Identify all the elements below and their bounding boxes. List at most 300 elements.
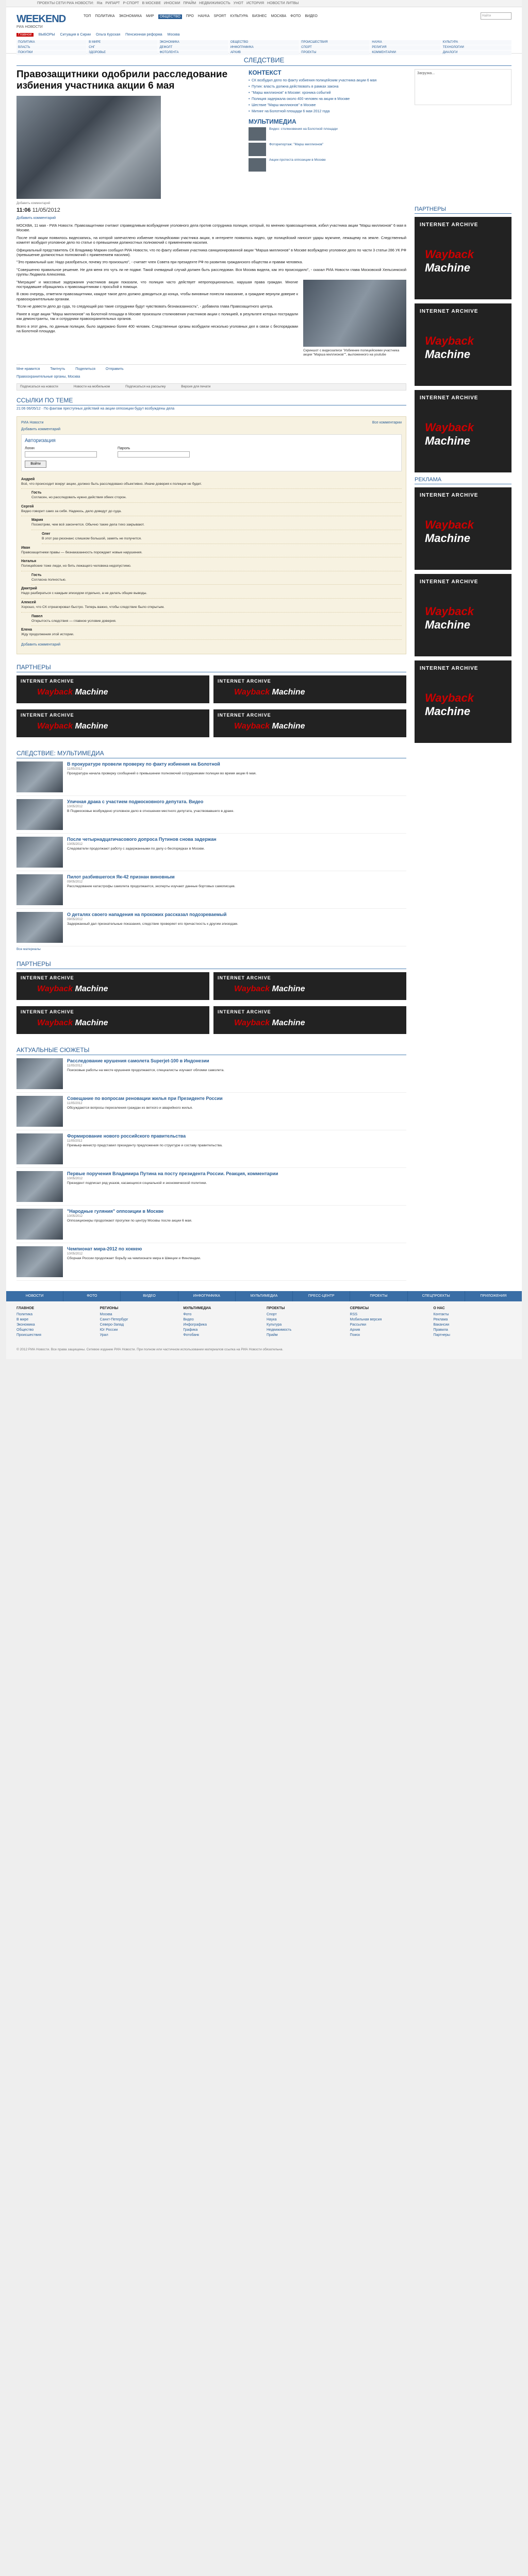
feed-title[interactable]: Уличная драка с участием подмосковного депутата. Видео: [67, 799, 204, 804]
footer-link[interactable]: Правила: [433, 1328, 448, 1332]
comment-author[interactable]: [21, 478, 402, 481]
article-paragraph: "Миграция" и массовые задержания участников акции показали, что полиция часто действует непропорционально, нарушая права граждан. Многие пострадавшие обращались к правозащитникам с просьбой о помощи.: [16, 279, 298, 290]
footer-column-links: [183, 1312, 261, 1338]
nav-item[interactable]: ЭКОНОМИКА: [119, 14, 142, 18]
feed-thumbnail[interactable]: [16, 1133, 63, 1164]
footer-link[interactable]: Вакансии: [433, 1323, 450, 1327]
article-tags[interactable]: Правоохранительные органы, Москва: [16, 375, 80, 379]
banner-archive-label: INTERNET ARCHIVE: [21, 975, 74, 980]
subcategory-link[interactable]: ПОЛИТИКА: [16, 40, 87, 45]
footer-link[interactable]: Фотобанк: [183, 1333, 200, 1337]
all-comments-link[interactable]: Все комментарии: [372, 420, 402, 425]
feed-date: 11/05/2012: [67, 767, 82, 771]
context-link[interactable]: • Полиция задержала около 400 человек на акции в Москве: [249, 97, 383, 101]
comment-text: Открытость следствия — главное условие доверия.: [31, 619, 117, 623]
footer-link[interactable]: Поиск: [350, 1333, 360, 1337]
banner-wayback-label: [37, 1019, 108, 1028]
ad-archive-label: INTERNET ARCHIVE: [420, 493, 478, 498]
comment-author-name[interactable]: Мария: [31, 518, 43, 522]
subscribe-bar: [16, 383, 406, 391]
partner-banner[interactable]: [213, 675, 406, 703]
subcategory-link[interactable]: В МИРЕ: [87, 40, 157, 45]
footer-column-heading: СЕРВИСЫ: [350, 1306, 369, 1310]
banner-archive-label: INTERNET ARCHIVE: [21, 712, 74, 718]
footer-link[interactable]: Политика: [16, 1312, 32, 1316]
copyright: © 2012 РИА Новости. Все права защищены. Сетевое издание РИА Новости. При полном или частичном использовании материалов ссылка на РИА Новости обязательна.: [6, 1343, 522, 1359]
network-link[interactable]: УНОТ: [233, 2, 244, 5]
footer-link[interactable]: Северо-Запад: [100, 1323, 124, 1327]
feed-thumbnail[interactable]: [16, 1171, 63, 1202]
subcategory-link[interactable]: ДИАЛОГИ: [441, 50, 512, 55]
comment-item: [21, 544, 402, 558]
auth-box: [21, 434, 402, 471]
multimedia-item[interactable]: [249, 143, 383, 156]
like-button[interactable]: Мне нравится: [16, 367, 40, 371]
nav-item[interactable]: ФОТО: [290, 14, 301, 18]
side-ad-banner[interactable]: [415, 574, 512, 656]
footer-link[interactable]: Партнеры: [433, 1333, 450, 1337]
search-input[interactable]: Найти: [481, 12, 512, 20]
feed-thumbnail[interactable]: [16, 761, 63, 792]
side-partners-heading: ПАРТНЕРЫ: [415, 206, 512, 214]
feed-thumbnail[interactable]: [16, 1246, 63, 1277]
footer-link[interactable]: Реклама: [433, 1317, 448, 1321]
nav-item[interactable]: ВИДЕО: [305, 14, 318, 18]
ad-wayback-label: [425, 248, 474, 275]
comment-author[interactable]: [21, 505, 402, 509]
multimedia-title: Видео: столкновения на Болотной площади: [269, 127, 338, 131]
subcategory-link[interactable]: ИНФОГРАФИКА: [229, 45, 299, 50]
banner-archive-label: INTERNET ARCHIVE: [218, 678, 271, 684]
banner-machine-word: Machine: [75, 1018, 108, 1027]
hot-topic-link[interactable]: Ситуация в Сирии: [60, 32, 91, 37]
main-nav: [84, 14, 481, 19]
comment-item: [21, 626, 402, 640]
subcategory-link[interactable]: КОММЕНТАРИИ: [370, 50, 440, 55]
side-ad-banner[interactable]: [415, 303, 512, 386]
subcategory-link[interactable]: ПОКУПКИ: [16, 50, 87, 55]
comment-text: Жду продолжения этой истории.: [21, 633, 74, 637]
footer-nav-item[interactable]: ВИДЕО: [121, 1291, 177, 1301]
footer-link[interactable]: Прайм: [267, 1333, 278, 1337]
related-links-heading: ССЫЛКИ ПО ТЕМЕ: [16, 395, 406, 405]
feed-text: Сборная России продолжает борьбу на чемпионате мира в Швеции и Финляндии.: [67, 1256, 201, 1260]
share-row: [16, 364, 406, 374]
network-link[interactable]: В МОСКВЕ: [142, 2, 161, 5]
comment-item: [31, 613, 402, 626]
tweet-button[interactable]: Твитнуть: [50, 367, 65, 371]
feed-thumbnail[interactable]: [16, 1058, 63, 1089]
side-ad-banner[interactable]: [415, 217, 512, 299]
site-header: [6, 7, 522, 54]
site-logo[interactable]: [16, 13, 73, 29]
multimedia-title: Фоторепортаж: "Марш миллионов": [269, 143, 324, 146]
comment-text: В этот раз резонанс слишком большой, замять не получится.: [42, 537, 142, 541]
feed-item[interactable]: [16, 796, 406, 834]
add-comment-link[interactable]: Добавить комментарий: [16, 216, 56, 220]
nav-item[interactable]: ПОЛИТИКА: [95, 14, 115, 18]
comment-author-name[interactable]: Елена: [21, 628, 32, 632]
comment-author-name[interactable]: Алексей: [21, 601, 36, 604]
feed-title[interactable]: Совещание по вопросам реновации жилья при Президенте России: [67, 1095, 223, 1101]
footer-nav-item[interactable]: НОВОСТИ: [6, 1291, 63, 1301]
footer-link[interactable]: Видео: [183, 1317, 194, 1321]
multimedia-thumbnail: [249, 127, 266, 141]
password-input[interactable]: [118, 451, 190, 457]
footer-link[interactable]: Спорт: [267, 1312, 277, 1316]
network-link[interactable]: ИСТОРИЯ: [246, 2, 265, 5]
feed-item[interactable]: [16, 909, 406, 946]
footer-nav-item[interactable]: ПРОЕКТЫ: [350, 1291, 407, 1301]
hot-topic-link[interactable]: Москва: [167, 32, 180, 37]
comment-text: Правозащитники правы — безнаказанность порождает новые нарушения.: [21, 550, 143, 554]
ad-archive-label: INTERNET ARCHIVE: [420, 395, 478, 401]
comment-author-name[interactable]: Наталья: [21, 560, 37, 564]
nav-item[interactable]: НАУКА: [197, 14, 210, 18]
banner-wayback-word: Wayback: [37, 687, 73, 697]
footer-column-heading: О НАС: [433, 1306, 445, 1310]
feed-text: Задержанный дал признательные показания, следствие проверяет его причастность к другим эпизодам.: [67, 922, 238, 926]
feed-thumbnail[interactable]: [16, 874, 63, 905]
feed-text: Расследование катастрофы самолета продолжается, эксперты изучают данные бортовых самописцев.: [67, 884, 236, 888]
footer-columns: [6, 1301, 522, 1343]
footer-column-links: [100, 1312, 178, 1338]
subcategory-link[interactable]: ВЛАСТЬ: [16, 45, 87, 50]
partners-row: [16, 672, 406, 706]
footer-nav-item[interactable]: ФОТО: [63, 1291, 120, 1301]
footer-nav-item[interactable]: СПЕЦПРОЕКТЫ: [408, 1291, 465, 1301]
partner-banner[interactable]: [16, 709, 209, 737]
login-input[interactable]: [25, 451, 97, 457]
partner-banner[interactable]: [16, 1006, 209, 1034]
subcategory-link[interactable]: ОБЩЕСТВО: [229, 40, 299, 45]
multimedia-item[interactable]: [249, 127, 383, 141]
comment-author[interactable]: [21, 628, 402, 632]
comment-item: [31, 571, 402, 585]
nav-item[interactable]: МОСКВА: [271, 14, 287, 18]
comment-author[interactable]: [21, 601, 402, 604]
comment-text: Надо разбираться с каждым эпизодом отдельно, а не делать общие выводы.: [21, 591, 147, 596]
feed-thumbnail[interactable]: [16, 837, 63, 868]
article-photo: [16, 96, 161, 205]
feed-title[interactable]: В прокуратуре провели проверку по факту избиения на Болотной: [67, 761, 220, 767]
subcategory-link[interactable]: ЭКОНОМИКА: [158, 40, 228, 45]
feed-thumbnail[interactable]: [16, 1209, 63, 1240]
footer-column: [267, 1307, 345, 1338]
feed-more-link[interactable]: Все материалы: [16, 947, 41, 951]
banner-wayback-word: Wayback: [234, 687, 270, 697]
banner-machine-word: Machine: [272, 1018, 305, 1027]
article-paragraph: МОСКВА, 11 мая - РИА Новости. Правозащитники считают справедливым возбуждение уголовного дела против сотрудника полиции, который, по мнению правозащитников, избил участника акции "Марш миллионов" 6 мая в Москве.: [16, 223, 406, 233]
article-paragraph: В свою очередь, отметили правозащитники, каждое такое дело должно доводиться до конца, чтобы виновные понесли наказание, а граждане вернули доверие к правоохранительным органам.: [16, 292, 298, 301]
feed-date: 09/05/2012: [67, 918, 83, 921]
subscribe-mail-link[interactable]: Подписаться на рассылку: [125, 385, 166, 389]
article-paragraph: "Совершенно правильное решение. Не для меня это чуть ли не подвиг. Такой очевидный случай должен быть расследован. Вся Москва видела, как это происходило", - сказал РИА Новости глава Московской Хельсинкской группы Людмила Алексеева.: [16, 267, 406, 277]
send-button[interactable]: Отправить: [105, 367, 124, 371]
comment-author-name[interactable]: Гость: [31, 573, 42, 577]
feed-item[interactable]: [16, 834, 406, 871]
feed-text: Прокуратура начала проверку сообщений о превышении полномочий сотрудниками полиции во время акции 6 мая.: [67, 771, 257, 775]
network-link[interactable]: ПРАЙМ: [183, 2, 196, 5]
footer-column: [100, 1307, 178, 1338]
footer-link[interactable]: Фото: [183, 1312, 192, 1316]
feed-date: 10/05/2012: [67, 842, 83, 846]
footer-column-links: [433, 1312, 512, 1338]
footer-link[interactable]: RSS: [350, 1312, 358, 1316]
subcategory-link[interactable]: НАУКА: [370, 40, 440, 45]
multimedia-item[interactable]: [249, 158, 383, 172]
topics-heading: АКТУАЛЬНЫЕ СЮЖЕТЫ: [16, 1043, 406, 1055]
comment-text: Всё, что происходит вокруг акции, должно быть расследовано объективно. Иначе доверия к полиции не будет.: [21, 482, 202, 486]
banner-wayback-label: [234, 688, 305, 697]
footer-column: [433, 1307, 512, 1338]
comment-author-name[interactable]: Дмитрий: [21, 587, 37, 591]
footer-link[interactable]: Контакты: [433, 1312, 449, 1316]
hot-topic-link[interactable]: Ольга Курская: [96, 32, 121, 37]
network-link[interactable]: РИПАРТ: [105, 2, 120, 5]
comment-author-name[interactable]: Павел: [31, 614, 43, 618]
subcategory-grid: [16, 40, 512, 53]
article-paragraph: Ранее в ходе акции "Марш миллионов" на Болотной площади в Москве произошли столкновения участников акции с полицией, в результате которых пострадали как демонстранты, так и сотрудники правоохранительных органов.: [16, 311, 298, 321]
comment-author-name[interactable]: Сергей: [21, 504, 34, 509]
partner-banner[interactable]: [213, 709, 406, 737]
feed-text: Оппозиционеры продолжают прогулки по центру Москвы после акции 6 мая.: [67, 1218, 192, 1223]
subcategory-link[interactable]: ЗДОРОВЬЕ: [87, 50, 157, 55]
ad-wayback-word: Wayback: [425, 334, 474, 347]
context-link[interactable]: • СК возбудил дело по факту избиения полицейским участника акции 6 мая: [249, 78, 383, 83]
comments-source: РИА Новости: [21, 420, 44, 425]
side-ad-banner[interactable]: [415, 660, 512, 743]
context-link[interactable]: • Митинг на Болотной площади 6 мая 2012 года: [249, 109, 383, 114]
subcategory-link[interactable]: КУЛЬТУРА: [441, 40, 512, 45]
feed-title[interactable]: Первые поручения Владимира Путина на посту президента России. Реакция, комментарии: [67, 1171, 278, 1176]
banner-machine-word: Machine: [272, 687, 305, 697]
feed-text: Президент подписал ряд указов, касающихся социальной и экономической политики.: [67, 1181, 207, 1185]
subcategory-link[interactable]: ДЕФОЛТ: [158, 45, 228, 50]
banner-archive-label: INTERNET ARCHIVE: [218, 712, 271, 718]
feed-item[interactable]: [16, 871, 406, 909]
comments-section: [16, 416, 406, 654]
partner-banner[interactable]: [16, 972, 209, 1000]
article-paragraph: "Это правильный шаг. Надо разобраться, почему это произошло", - считает член Совета при президенте РФ по развитию гражданского общества и правам человека.: [16, 260, 303, 265]
partner-banner[interactable]: [213, 972, 406, 1000]
banner-wayback-label: [234, 722, 305, 731]
feed-title[interactable]: Пилот разбившегося Як-42 признан виновным: [67, 874, 175, 879]
add-comment-bottom[interactable]: Добавить комментарий: [21, 642, 61, 647]
feed-item[interactable]: [16, 1055, 406, 1093]
comment-author[interactable]: [31, 615, 402, 618]
comment-author[interactable]: [21, 546, 402, 550]
feed-thumbnail[interactable]: [16, 1096, 63, 1127]
footer-link[interactable]: Рассылки: [350, 1323, 367, 1327]
footer-nav-item[interactable]: МУЛЬТИМЕДИА: [236, 1291, 292, 1301]
article-date: 11/05/2012: [32, 207, 60, 213]
feed-item[interactable]: [16, 758, 406, 796]
feed-content: [67, 1133, 223, 1164]
network-link[interactable]: ИНОСМИ: [164, 2, 180, 5]
banner-wayback-word: Wayback: [37, 1018, 73, 1027]
context-link[interactable]: • Шествие "Марш миллионов" в Москве: [249, 103, 383, 108]
nav-item[interactable]: ОБЩЕСТВО: [158, 14, 182, 19]
comment-author-name[interactable]: Гость: [31, 491, 42, 495]
feed-content: [67, 1058, 224, 1089]
nav-item[interactable]: МИР: [146, 14, 154, 18]
feed-title[interactable]: "Народные гуляния" оппозиции в Москве: [67, 1208, 164, 1214]
comment-author[interactable]: [31, 518, 402, 522]
footer-nav-item[interactable]: ПРИЛОЖЕНИЯ: [465, 1291, 522, 1301]
nav-item[interactable]: ПРО: [186, 14, 194, 18]
share-button[interactable]: Поделиться: [75, 367, 95, 371]
banner-archive-label: INTERNET ARCHIVE: [218, 1009, 271, 1014]
footer-link[interactable]: В мире: [16, 1317, 29, 1321]
section-title[interactable]: СЛЕДСТВИЕ: [240, 56, 289, 64]
feed-item[interactable]: [16, 1130, 406, 1168]
network-link[interactable]: НЕДВИЖИМОСТЬ: [199, 2, 230, 5]
footer-link[interactable]: Происшествия: [16, 1333, 41, 1337]
footer-link[interactable]: Культура: [267, 1323, 282, 1327]
comment-text: Согласен, но расследовать нужно действия обеих сторон.: [31, 496, 127, 500]
footer-column-heading: РЕГИОНЫ: [100, 1306, 119, 1310]
feed-thumbnail[interactable]: [16, 912, 63, 943]
partner-banner[interactable]: [213, 1006, 406, 1034]
article-paragraph: Официальный представитель СК Владимир Маркин сообщил РИА Новости, что по факту избиения участника санкционированной акции "Марша миллионов" в Москве возбуждено уголовное дело по части 3 статьи 286 УК РФ (превышение должностных полномочий с применением насилия).: [16, 247, 406, 258]
subcategory-link[interactable]: СНГ: [87, 45, 157, 50]
feed-date: 10/05/2012: [67, 1252, 83, 1256]
subcategory-link[interactable]: ПРОИСШЕСТВИЯ: [300, 40, 370, 45]
subcategory-link[interactable]: АРХИВ: [229, 50, 299, 55]
footer-column: [16, 1307, 95, 1338]
comment-author[interactable]: [42, 532, 402, 536]
footer-nav: [6, 1291, 522, 1301]
comment-author[interactable]: [21, 587, 402, 590]
add-comment-top[interactable]: Добавить комментарий: [21, 427, 61, 431]
subcategory-link[interactable]: ФОТОЛЕНТА: [158, 50, 228, 55]
multimedia-list: [249, 127, 383, 172]
banner-machine-word: Machine: [75, 984, 108, 993]
context-link[interactable]: • "Марш миллионов" в Москве: хроника событий: [249, 91, 383, 95]
comment-item: [42, 530, 402, 544]
feed-item[interactable]: [16, 1206, 406, 1243]
nav-item[interactable]: БИЗНЕС: [252, 14, 267, 18]
network-projects-strip: [6, 0, 522, 7]
footer-link[interactable]: Юг России: [100, 1328, 118, 1332]
mobile-news-link[interactable]: Новости на мобильном: [73, 385, 110, 389]
footer-link[interactable]: Графика: [183, 1328, 198, 1332]
feed-title[interactable]: Чемпионат мира-2012 по хоккею: [67, 1246, 142, 1251]
footer-link[interactable]: Урал: [100, 1333, 108, 1337]
footer-link[interactable]: Наука: [267, 1317, 277, 1321]
footer-column-links: [267, 1312, 345, 1338]
partner-banner[interactable]: [16, 675, 209, 703]
nav-item[interactable]: КУЛЬТУРА: [230, 14, 248, 18]
comment-text: Полицейские тоже люди, но бить лежащего человека недопустимо.: [21, 564, 131, 568]
subcategory-link[interactable]: СПОРТ: [300, 45, 370, 50]
footer-link[interactable]: Архив: [350, 1328, 360, 1332]
network-label: ПРОЕКТЫ СЕТИ РИА НОВОСТИ:: [37, 2, 94, 5]
network-link[interactable]: Ria: [96, 2, 103, 5]
feed-thumbnail[interactable]: [16, 799, 63, 830]
feed-date: 10/05/2012: [67, 1177, 83, 1180]
feed-title[interactable]: После четырнадцатичасового допроса Путинов снова задержан: [67, 836, 217, 842]
footer-link[interactable]: Недвижимость: [267, 1328, 292, 1332]
photo-comment-link[interactable]: Добавить комментарий: [16, 202, 51, 205]
feed-content: [67, 874, 236, 905]
feed-title[interactable]: Формирование нового российского правительства: [67, 1133, 186, 1139]
side-ad-heading: РЕКЛАМА: [415, 477, 512, 484]
network-link[interactable]: Р-СПОРТ: [123, 2, 139, 5]
footer-column-heading: ПРОЕКТЫ: [267, 1306, 285, 1310]
footer-nav-item[interactable]: ИНФОГРАФИКА: [178, 1291, 235, 1301]
hot-topics-row: [16, 31, 512, 38]
feed-date: 11/05/2012: [67, 1064, 82, 1067]
subcategory-link[interactable]: РЕЛИГИЯ: [370, 45, 440, 50]
comment-author-name[interactable]: Иван: [21, 546, 30, 550]
side-ad-banner[interactable]: [415, 390, 512, 472]
hot-topic-link[interactable]: Пенсионная реформа: [125, 32, 162, 37]
ad-machine-word: Machine: [425, 348, 471, 361]
footer-link[interactable]: Экономика: [16, 1323, 35, 1327]
footer-link[interactable]: Инфографика: [183, 1323, 207, 1327]
footer-link[interactable]: Общество: [16, 1328, 34, 1332]
print-version-link[interactable]: Версия для печати: [181, 385, 211, 389]
feed-title[interactable]: Расследование крушения самолета Superjet-100 в Индонезии: [67, 1058, 209, 1063]
ad-machine-word: Machine: [425, 532, 471, 545]
side-ad-banner[interactable]: [415, 487, 512, 570]
feed-item[interactable]: [16, 1243, 406, 1281]
subcategory-link[interactable]: ТЕХНОЛОГИИ: [441, 45, 512, 50]
comment-author-name[interactable]: Олег: [42, 532, 51, 536]
inline-video-screenshot[interactable]: [303, 280, 406, 347]
ad-machine-word: Machine: [425, 618, 471, 631]
feed-title[interactable]: О деталях своего нападения на прохожих рассказал подозреваемый: [67, 911, 227, 917]
related-link[interactable]: 21:06 06/05/12 · По фактам преступных действий на акции оппозиции будут возбуждены дела: [16, 406, 175, 411]
comment-author[interactable]: [21, 560, 402, 563]
nav-item[interactable]: ТОП: [84, 14, 91, 18]
comment-item: [21, 557, 402, 571]
comment-author[interactable]: [31, 573, 402, 577]
comment-author[interactable]: [31, 491, 402, 495]
network-link[interactable]: НОВОСТИ ЛИТВЫ: [267, 2, 299, 5]
footer-column-links: [16, 1312, 95, 1338]
feed-item[interactable]: [16, 1168, 406, 1206]
login-button[interactable]: Войти: [25, 461, 46, 468]
footer-link[interactable]: Москва: [100, 1312, 112, 1316]
comment-text: Видео говорит само за себя. Надеюсь, дело доведут до суда.: [21, 509, 122, 513]
feed-item[interactable]: [16, 1093, 406, 1130]
banner-wayback-word: Wayback: [37, 721, 73, 731]
banner-machine-word: Machine: [75, 687, 108, 697]
comment-author-name[interactable]: Андрей: [21, 477, 35, 481]
subcategory-link[interactable]: ПРОЕКТЫ: [300, 50, 370, 55]
ad-machine-word: Machine: [425, 705, 471, 718]
banner-machine-word: Machine: [272, 984, 305, 993]
footer-nav-item[interactable]: ПРЕСС-ЦЕНТР: [293, 1291, 350, 1301]
footer-link[interactable]: Мобильная версия: [350, 1317, 382, 1321]
subscribe-news-link[interactable]: Подписаться на новости: [20, 385, 58, 389]
article-time: 11:06: [16, 207, 31, 213]
multimedia-title: Акции протеста оппозиции в Москве: [269, 158, 326, 162]
context-box: [249, 69, 383, 223]
nav-item[interactable]: SPORT: [213, 14, 226, 18]
feed-text: Поисковые работы на месте крушения продолжаются, специалисты изучают обломки самолета.: [67, 1068, 225, 1072]
comment-item: [21, 599, 402, 613]
inline-photo-caption: Скриншот с видеозаписи "Избиение полицейскими участника акции "Марша миллионов"", выложенного на youtube: [303, 348, 400, 357]
context-link[interactable]: • Путин: власть должна действовать в рамках закона: [249, 84, 383, 89]
banner-wayback-label: [37, 985, 108, 994]
feed-content: [67, 1096, 223, 1127]
hot-topic-link[interactable]: ВЫБОРЫ: [38, 32, 55, 37]
footer-link[interactable]: Санкт-Петербург: [100, 1317, 128, 1321]
